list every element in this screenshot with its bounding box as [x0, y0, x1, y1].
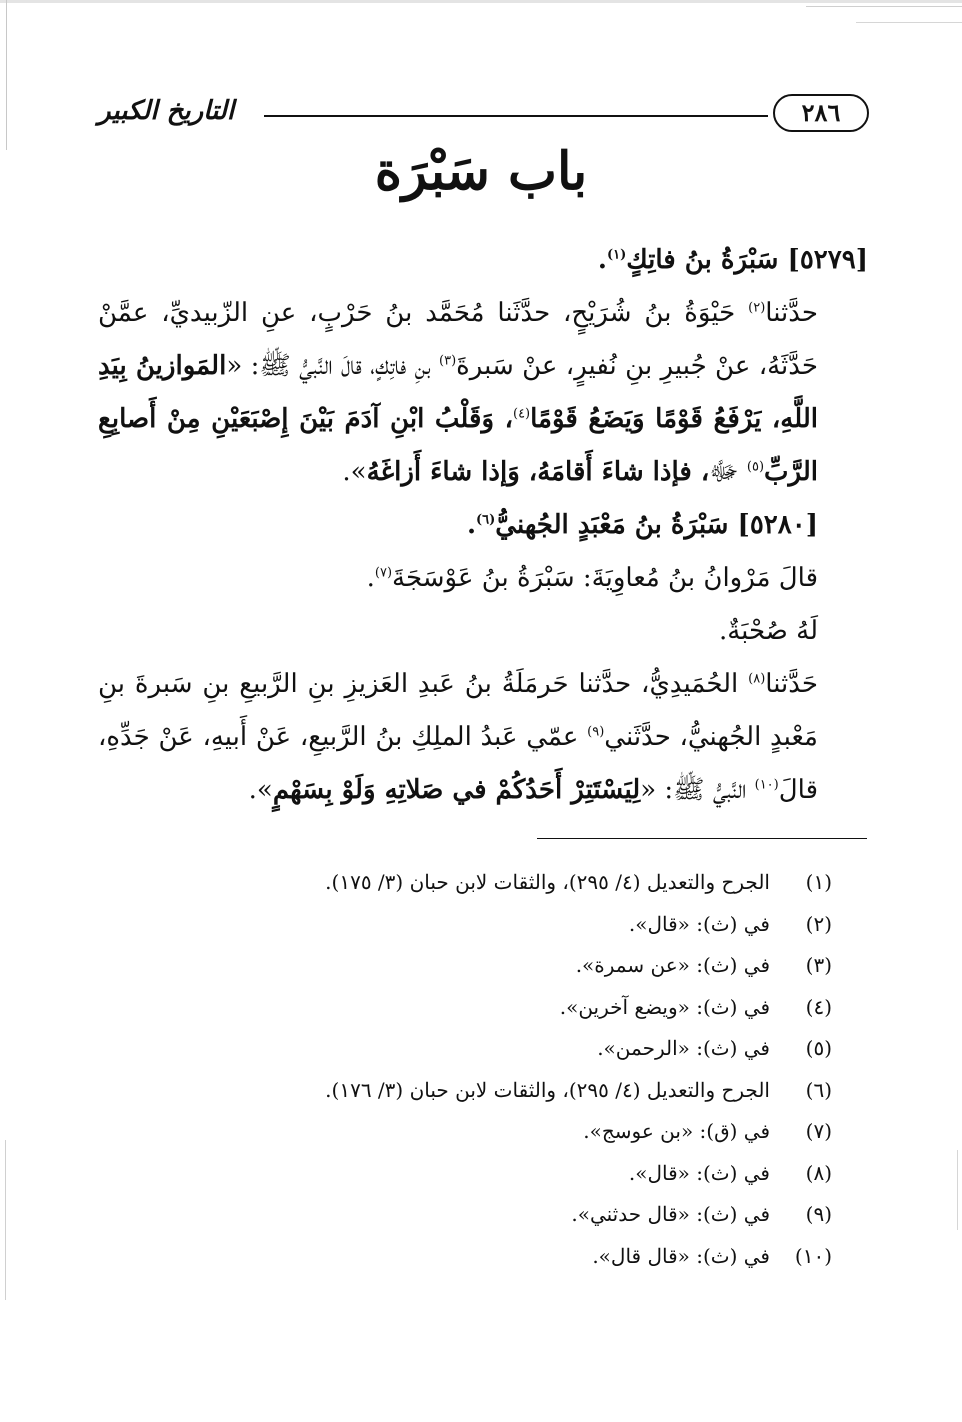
footnote-ref: (٢)	[748, 300, 766, 316]
footnote-ref: (٦)	[476, 512, 496, 528]
footnote-number: (٨)	[805, 1160, 832, 1185]
footnote-text: في (ق): «بن عوسج».	[583, 1119, 770, 1143]
scan-edge	[6, 0, 7, 150]
footnote-number: (٧)	[805, 1119, 832, 1143]
footnote-separator	[537, 838, 867, 839]
scan-mark	[856, 22, 962, 23]
scan-border-top	[0, 0, 962, 3]
entry-heading-5280: [٥٢٨٠] سَبْرَةُ بنُ مَعْبَدٍ الجُهنيُّ$^{(٦)}$.	[466, 510, 818, 540]
header-rule	[264, 115, 768, 117]
footnote-number: (١٠)	[794, 1243, 832, 1268]
narration-text: عمّي عَبدُ الملِكِ بنُ الرَّبيعِ، عَنْ أَبيهِ، عَنْ جَدِّهِ، قالَ	[98, 722, 818, 805]
narration-text: حَدَّثنا	[765, 669, 818, 699]
hadith-matn: المَوازينُ بِيَدِ اللَّهِ، يَرْفَعُ قَوْمًا وَيَضَعُ قَوْمًا	[98, 351, 818, 434]
closing-quote: ».	[248, 775, 273, 805]
honorific: ﷻ	[709, 457, 747, 487]
footnote	[120, 1111, 832, 1153]
hadith-paragraph	[98, 287, 868, 499]
hadith-matn: ، فإذا شاءَ أَقامَهُ، وَإذا شاءَ أَزاغَهُ	[366, 457, 710, 487]
footnote-text: الجرح والتعديل (٤/ ٢٩٥)، والثقات لابن حبان (٣/ ١٧٦).	[325, 1077, 770, 1102]
footnote	[120, 1194, 832, 1236]
entry-heading-text: [٥٢٨٠] سَبْرَةُ بنُ مَعْبَدٍ الجُهنيُّ	[495, 510, 818, 540]
entry-heading-text: [٥٢٧٩] سَبْرَةُ بنُ فاتِكٍ	[626, 245, 868, 275]
narration-text: الحُمَيدِيُّ، حدَّثنا حَرمَلَةُ بنُ عَبدِ العَزيزِ بنِ الرَّبيعِ بنِ سَبرةَ بنِ مَعْبدٍ الجُهنيُّ، حدَّثَني	[98, 669, 818, 752]
scan-edge	[5, 1140, 6, 1300]
page-header	[98, 90, 868, 134]
footnote	[120, 1028, 832, 1070]
narration-text: بنِ فاتِكٍ، قالَ النَّبيُّ ﷺ: «	[226, 351, 440, 381]
footnote-number: (٣)	[805, 953, 832, 977]
hadith-matn: لِيَسْتَتِرْ أَحَدُكُمْ في صَلاتِهِ وَلَوْ بِسَهْمٍ	[272, 775, 641, 805]
footnote-text: في (ث): «قال قال».	[592, 1243, 770, 1268]
narration-text: حَيْوَةُ بنُ شُرَيْحٍ، حدَّثَنا مُحَمَّد بنُ حَرْبٍ، عنِ الزّبيديِّ، عمَّنْ حَدَّثَهُ، عنْ جُبيرِ بنِ نُفيرٍ، عنْ سَبرةَ	[98, 298, 818, 381]
footnote	[120, 1153, 832, 1195]
scan-mark	[806, 6, 962, 7]
footnote-ref: (١٠)	[754, 777, 779, 793]
closing-quote: ».	[342, 457, 367, 487]
chapter-title: باب سَبْرَة	[374, 141, 588, 202]
footnote	[120, 1236, 832, 1278]
footnote-text: في (ث): «عن سمرة».	[575, 953, 770, 977]
entry-heading-5279: [٥٢٧٩] سَبْرَةُ بنُ فاتِكٍ$^{(١)}$.	[597, 245, 868, 275]
footnote-ref: (٨)	[748, 671, 766, 687]
narration-line	[98, 605, 868, 658]
narration-text: حدَّثنا	[765, 298, 818, 328]
footnote-text: في (ث): «الرحمن».	[597, 1036, 770, 1060]
footnote-number: (٢)	[805, 911, 832, 936]
footnote-ref: (٥)	[746, 459, 765, 475]
footnote-number: (٤)	[805, 994, 832, 1019]
footnote-number: (٥)	[805, 1036, 832, 1060]
footnote-ref: (٤)	[512, 406, 531, 422]
hadith-matn: ، وَقَلْبُ ابْنِ آدَمَ بَيْنَ إِصْبَعَيْنِ مِنْ أَصابِعِ الرَّبِّ	[98, 404, 818, 487]
narration-text: النَّبيُّ ﷺ: «	[640, 775, 755, 805]
narration-line: قالَ مَرْوانُ بنُ مُعاوِيَةَ: سَبْرَةُ بنُ عَوْسَجَةَ$^{(٧)}$.	[366, 563, 818, 593]
footnote-ref: (٧)	[374, 565, 393, 581]
footnote-ref: (٣)	[439, 353, 457, 369]
scan-edge	[957, 1150, 958, 1230]
footnote-number: (١)	[805, 870, 832, 894]
footnote-number: (٩)	[805, 1202, 832, 1226]
page-number-badge: ٢٨٦	[773, 94, 869, 132]
footnote-ref: (٩)	[587, 724, 605, 740]
footnote-text: في (ث): «قال».	[628, 911, 770, 936]
footnote-text: الجرح والتعديل (٤/ ٢٩٥)، والثقات لابن حبان (٣/ ١٧٥).	[325, 870, 770, 894]
footnote	[120, 987, 832, 1029]
footnote-text: في (ث): «قال حدثني».	[571, 1202, 770, 1226]
running-title: التاريخ الكبير	[98, 96, 235, 126]
footnote	[120, 1070, 832, 1112]
main-text	[98, 234, 868, 817]
footnotes	[120, 862, 832, 1277]
footnote	[120, 904, 832, 946]
footnote	[120, 945, 832, 987]
footnote-number: (٦)	[805, 1077, 832, 1102]
narration-text: لَهُ صُحْبَةٌ.	[718, 616, 818, 646]
hadith-paragraph	[98, 658, 868, 817]
footnote-text: في (ث): «ويضع آخرين».	[559, 994, 770, 1019]
narration-text: قالَ مَرْوانُ بنُ مُعاوِيَةَ: سَبْرَةُ بنُ عَوْسَجَةَ	[392, 563, 818, 593]
footnote-ref: (١)	[606, 247, 627, 263]
footnote	[120, 862, 832, 904]
footnote-text: في (ث): «قال».	[628, 1160, 770, 1185]
